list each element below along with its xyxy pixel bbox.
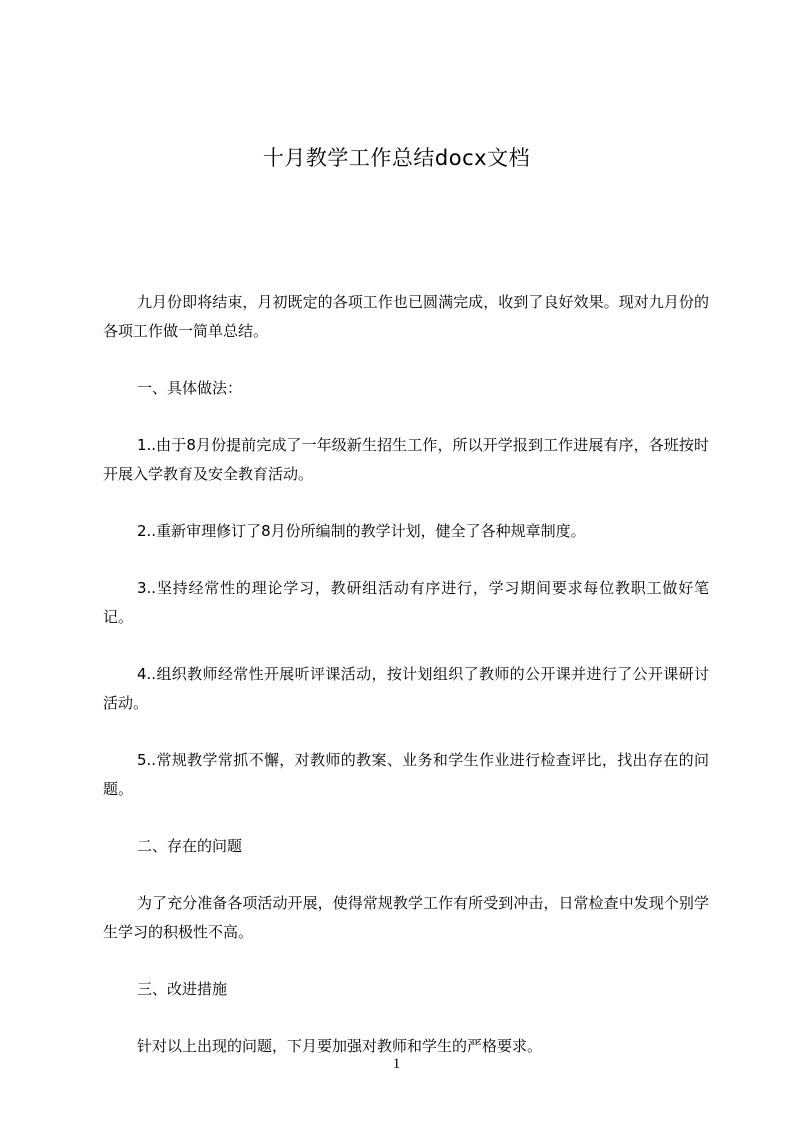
list-item: 4..组织教师经常性开展听评课活动，按计划组织了教师的公开课并进行了公开课研讨活动。 bbox=[103, 665, 709, 712]
section-heading-methods: 一、具体做法： bbox=[137, 379, 243, 397]
list-item: 1..由于8月份提前完成了一年级新生招生工作，所以开学报到工作进展有序，各班按时开展入学教育及安全教育活动。 bbox=[103, 436, 709, 483]
section-heading-improvements: 三、改进措施 bbox=[137, 980, 228, 998]
intro-paragraph: 九月份即将结束，月初既定的各项工作也已圆满完成，收到了良好效果。现对九月份的各项工作做一简单总结。 bbox=[103, 293, 709, 340]
document-title: 十月教学工作总结docx文档 bbox=[262, 146, 531, 170]
problems-paragraph: 为了充分准备各项活动开展，使得常规教学工作有所受到冲击，日常检查中发现个别学生学习的积极性不高。 bbox=[103, 894, 709, 941]
list-item: 3..坚持经常性的理论学习，教研组活动有序进行，学习期间要求每位教职工做好笔记。 bbox=[103, 579, 709, 626]
list-item: 2..重新审理修订了8月份所编制的教学计划，健全了各种规章制度。 bbox=[137, 522, 586, 540]
list-item: 5..常规教学常抓不懈，对教师的教案、业务和学生作业进行检查评比，找出存在的问题。 bbox=[103, 751, 709, 798]
page-number: 1 bbox=[392, 1056, 401, 1072]
improvements-paragraph: 针对以上出现的问题，下月要加强对教师和学生的严格要求。 bbox=[137, 1037, 543, 1055]
section-heading-problems: 二、存在的问题 bbox=[137, 837, 243, 855]
document-body bbox=[103, 288, 709, 1089]
